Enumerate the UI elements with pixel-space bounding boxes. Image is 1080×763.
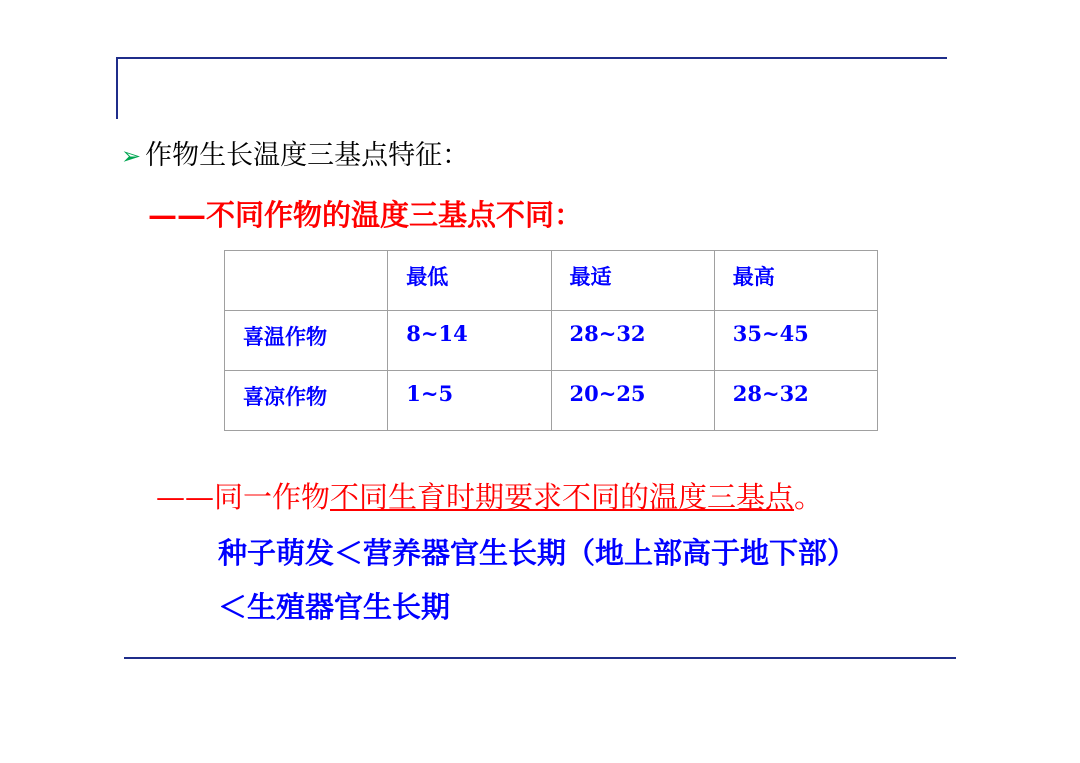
subpoint-same-crop-underlined: 不同生育时期要求不同的温度三基点 [330,480,795,514]
frame-left-line [116,57,118,119]
subpoint-same-crop-prefix: ——同一作物 [156,480,331,514]
table-cell: 28~32 [714,371,877,431]
table-cell: 1~5 [388,371,551,431]
table-header-cell: 最适 [551,251,714,311]
table-row [225,371,878,431]
subpoint-different-crops: ——不同作物的温度三基点不同： [148,198,584,232]
stage-order-line-b: ＜生殖器官生长期 [218,590,451,624]
table-cell: 28~32 [551,311,714,371]
subpoint-same-crop-suffix: 。 [794,480,824,514]
table-row [225,311,878,371]
table-cell: 35~45 [714,311,877,371]
temperature-table [224,250,878,431]
frame-top-line [116,57,947,59]
section-heading-text: 作物生长温度三基点特征： [145,140,470,171]
table-header-cell: 最高 [714,251,877,311]
table-cell: 20~25 [551,371,714,431]
table-cell: 8~14 [388,311,551,371]
table-header-row [225,251,878,311]
table-cell: 喜温作物 [225,311,388,371]
frame-bottom-line [124,657,956,659]
table-header-cell: 最低 [388,251,551,311]
section-heading [121,136,469,176]
stage-order-line-a: 种子萌发＜营养器官生长期（地上部高于地下部） [218,536,857,570]
table-cell: 喜凉作物 [225,371,388,431]
table-header-cell [225,251,388,311]
subpoint-same-crop [156,476,823,518]
green-arrow-bullet-icon: ➢ [121,142,142,170]
